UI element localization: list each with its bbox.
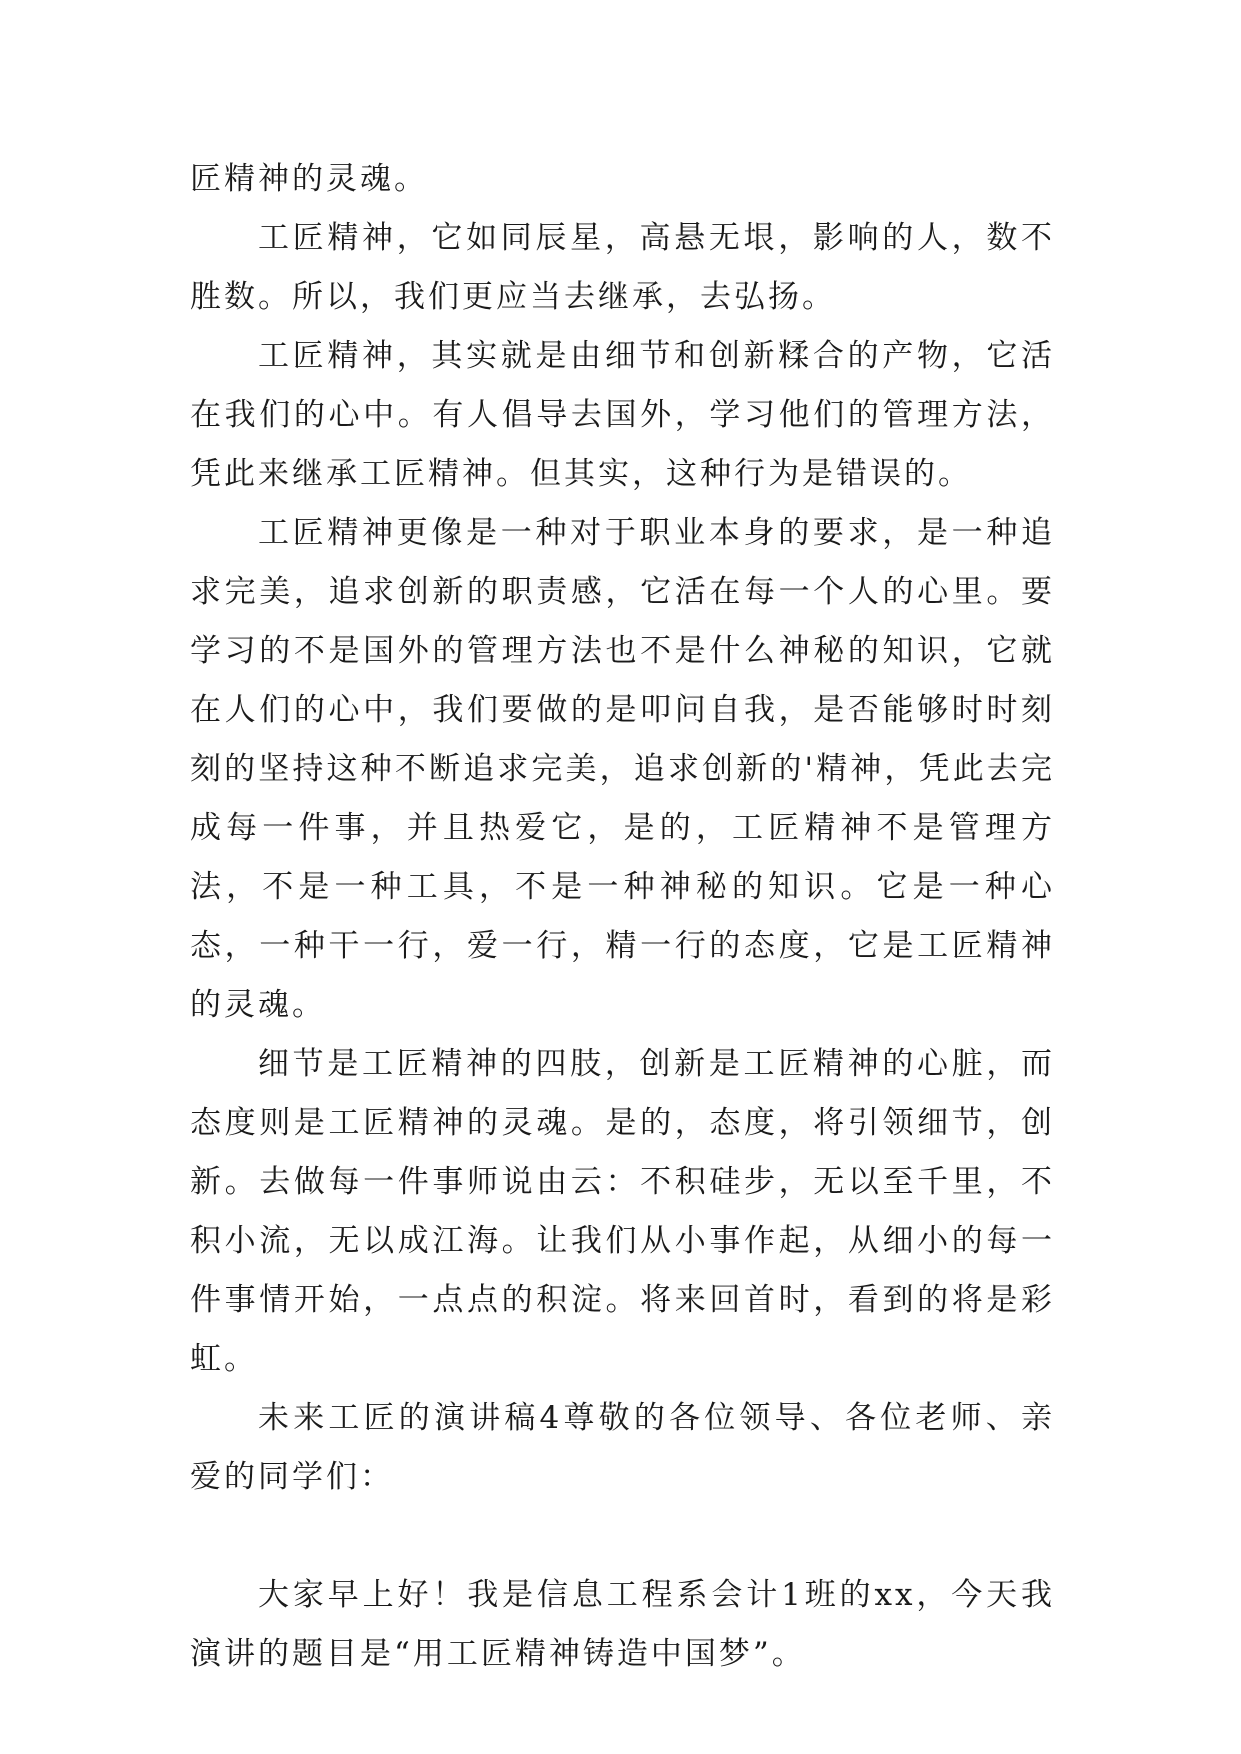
document-page — [190, 150, 1055, 1684]
paragraph-continuation: 匠精神的灵魂。 — [190, 161, 428, 197]
paragraph-attitude: 细节是工匠精神的四肢，创新是工匠精神的心脏，而态度则是工匠精神的灵魂。是的，态度，将引领细节，创新。去做每一件事师说由云：不积硅步，无以至千里，不积小流，无以成江海。让我们从小事作起，从细小的每一件事情开始，一点点的积淀。将来回首时，看到的将是彩虹。 — [190, 1046, 1055, 1377]
paragraph-stars: 工匠精神，它如同辰星，高悬无垠，影响的人，数不胜数。所以，我们更应当去继承，去弘扬。 — [190, 220, 1055, 315]
paragraph-detail-innovation: 工匠精神，其实就是由细节和创新糅合的产物，它活在我们的心中。有人倡导去国外，学习他们的管理方法，凭此来继承工匠精神。但其实，这种行为是错误的。 — [190, 338, 1055, 492]
paragraph-profession: 工匠精神更像是一种对于职业本身的要求，是一种追求完美，追求创新的职责感，它活在每一个人的心里。要学习的不是国外的管理方法也不是什么神秘的知识，它就在人们的心中，我们要做的是叩问自我，是否能够时时刻刻的坚持这种不断追求完美，追求创新的'精神，凭此去完成每一件事，并且热爱它，是的，工匠精神不是管理方法，不是一种工具，不是一种神秘的知识。它是一种心态，一种干一行，爱一行，精一行的态度，它是工匠精神的灵魂。 — [190, 515, 1055, 1023]
paragraph-speech-heading: 未来工匠的演讲稿4尊敬的各位领导、各位老师、亲爱的同学们： — [190, 1400, 1055, 1495]
paragraph-greeting: 大家早上好！我是信息工程系会计1班的xx，今天我演讲的题目是“用工匠精神铸造中国梦”。 — [190, 1577, 1055, 1672]
